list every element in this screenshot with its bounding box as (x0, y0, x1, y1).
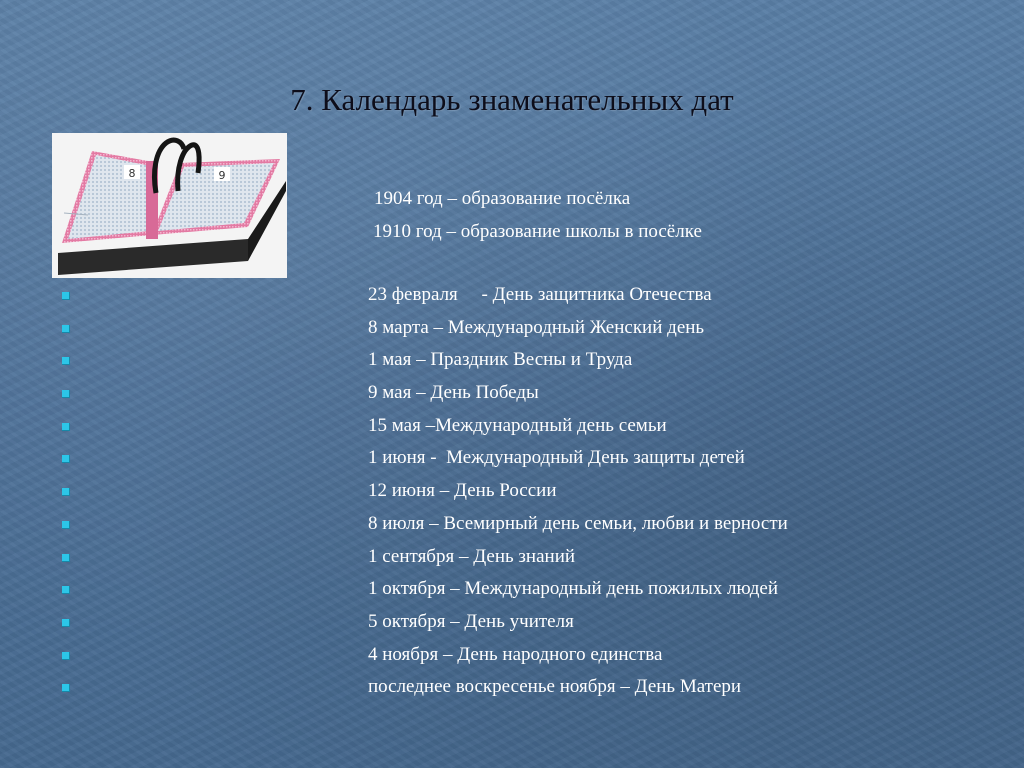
date-text: 4 ноября – День народного единства (368, 643, 663, 665)
list-item (0, 475, 1024, 508)
list-item (0, 508, 1024, 541)
bullet-icon (62, 488, 70, 496)
desk-calendar-icon (52, 133, 287, 278)
list-item (0, 410, 1024, 443)
bullet-icon (62, 652, 70, 660)
date-text: 15 мая –Международный день семьи (368, 414, 667, 436)
calendar-page-right: 9 (218, 169, 226, 182)
dates-list (0, 279, 1024, 704)
list-item (0, 344, 1024, 377)
list-item (0, 312, 1024, 345)
bullet-icon (62, 554, 70, 562)
date-text: 1 сентября – День знаний (368, 545, 576, 567)
date-text: последнее воскресенье ноября – День Матери (368, 676, 742, 698)
date-text: 9 мая – День Победы (368, 382, 539, 404)
date-text: 1 июня - Международный День защиты детей (368, 447, 745, 469)
list-item (0, 442, 1024, 475)
date-text: 5 октября – День учителя (368, 610, 574, 632)
calendar-page-left: 8 (128, 167, 136, 180)
list-item (0, 671, 1024, 704)
intro-line: 1910 год – образование школы в посёлке (373, 221, 702, 242)
bullet-icon (62, 586, 70, 594)
date-text: 12 июня – День России (368, 480, 557, 502)
intro-block (374, 182, 974, 248)
list-item (0, 377, 1024, 410)
bullet-icon (62, 423, 70, 431)
slide-title: 7. Календарь знаменательных дат (290, 82, 734, 117)
bullet-icon (62, 325, 70, 333)
date-text: 1 октября – Международный день пожилых людей (368, 578, 779, 600)
bullet-icon (62, 390, 70, 398)
bullet-icon (62, 455, 70, 463)
bullet-icon (62, 684, 70, 692)
list-item (0, 639, 1024, 672)
bullet-icon (62, 357, 70, 365)
date-text: 1 мая – Праздник Весны и Труда (368, 349, 633, 371)
list-item (0, 573, 1024, 606)
bullet-icon (62, 521, 70, 529)
bullet-icon (62, 292, 70, 300)
intro-line: 1904 год – образование посёлка (374, 188, 631, 209)
list-item (0, 606, 1024, 639)
list-item (0, 279, 1024, 312)
desk-calendar-image (52, 133, 287, 278)
date-text: 23 февраля - День защитника Отечества (368, 284, 712, 305)
date-text: 8 июля – Всемирный день семьи, любви и верности (368, 512, 788, 534)
bullet-icon (62, 619, 70, 627)
list-item (0, 541, 1024, 574)
date-text: 8 марта – Международный Женский день (368, 316, 705, 338)
